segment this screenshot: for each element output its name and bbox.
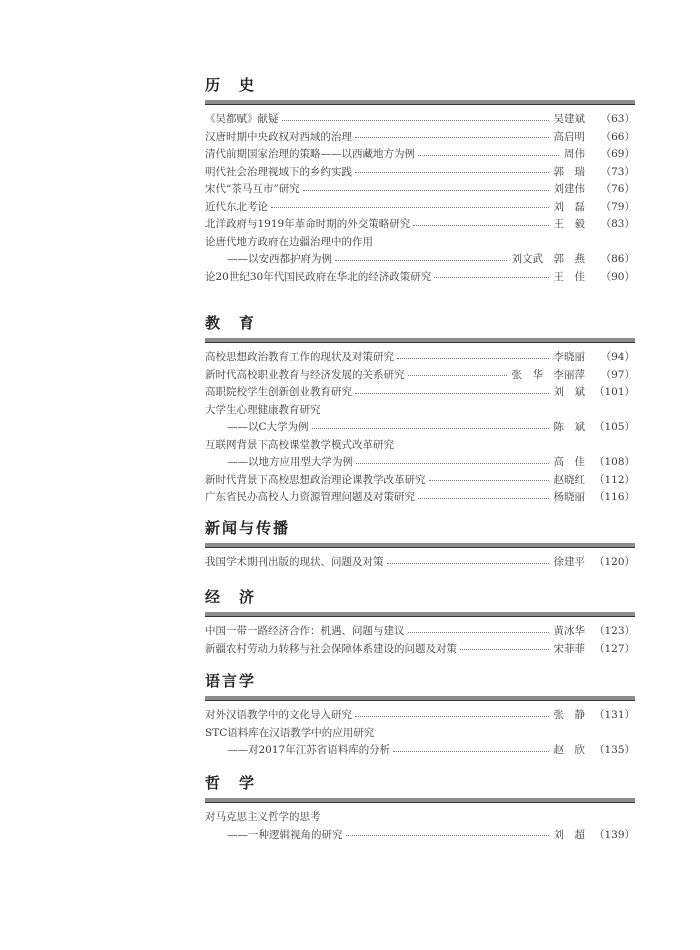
toc-subtitle-line: [205, 251, 635, 269]
section-journalism: [205, 517, 635, 572]
entry-page-number: （94）: [600, 351, 635, 363]
entry-title: 新疆农村劳动力转移与社会保障体系建设的问题及对策: [205, 642, 457, 655]
entry-page-number: （139）: [593, 828, 635, 841]
entry-page-number: （69）: [600, 148, 635, 160]
entry-author: 吴建斌: [553, 113, 585, 125]
dot-leader: [355, 715, 549, 717]
dot-leader: [312, 427, 549, 429]
entry-page-number: （90）: [600, 270, 635, 283]
entry-page-number: （131）: [593, 709, 635, 721]
dot-leader: [397, 357, 549, 359]
entry-subtitle: ——以C大学为例: [227, 421, 309, 433]
toc-entry: [205, 472, 635, 490]
toc-entry: [205, 269, 635, 287]
entry-title: 北洋政府与1919年革命时期的外交策略研究: [205, 218, 411, 230]
entry-title: STC语料库在汉语教学中的应用研究: [205, 726, 375, 739]
entry-title: 论20世纪30年代国民政府在华北的经济政策研究: [205, 270, 432, 283]
entry-title: 汉唐时期中央政权对西域的治理: [205, 130, 352, 143]
entry-title: 清代前期国家治理的策略——以西藏地方为例: [205, 148, 415, 160]
entry-title: 高校思想政治教育工作的现状及对策研究: [205, 351, 394, 363]
entry-subtitle: ——一种逻辑视角的研究: [227, 828, 343, 841]
entry-author: 陈 斌: [553, 421, 585, 433]
entry-author: 周伟: [564, 148, 585, 160]
entry-author: 高启明: [553, 130, 585, 143]
entry-author: 刘文武 郭 燕: [511, 253, 585, 265]
toc-entry: [205, 164, 635, 182]
heading-rule-black: [205, 802, 635, 803]
dot-leader: [387, 562, 549, 564]
entry-title: 我国学术期刊出版的现状、问题及对策: [205, 556, 384, 568]
toc-entry: [205, 234, 635, 252]
entry-page-number: （116）: [593, 491, 635, 503]
toc-entry: [205, 554, 635, 572]
entry-title: 中国一带一路经济合作：机遇、问题与建议: [205, 625, 405, 637]
entry-page-number: （127）: [593, 642, 635, 655]
entry-subtitle: ——对2017年江苏省语料库的分析: [227, 744, 391, 756]
toc-entry: [205, 216, 635, 234]
entry-author: 李晓丽: [553, 351, 585, 363]
entry-page-number: （79）: [600, 200, 635, 213]
entry-title: 对马克思主义哲学的思考: [205, 811, 321, 823]
entry-author: 王 佳: [553, 270, 585, 283]
dot-leader: [303, 189, 549, 191]
entry-page-number: （120）: [593, 556, 635, 568]
heading-rule-black: [205, 342, 635, 343]
entry-page-number: （83）: [600, 218, 635, 230]
heading-rule-black: [205, 547, 635, 548]
entry-title: 论唐代地方政府在边疆治理中的作用: [205, 235, 373, 248]
toc-entry: [205, 146, 635, 164]
section-education: [205, 312, 635, 507]
dot-leader: [460, 648, 549, 650]
entry-author: 高 佳: [553, 456, 585, 468]
entry-title: 广东省民办高校人力资源管理问题及对策研究: [205, 491, 415, 503]
toc-entry: [205, 384, 635, 402]
heading-rule-black: [205, 700, 635, 701]
heading-rule-black: [205, 104, 635, 105]
toc-entry: [205, 707, 635, 725]
entry-page-number: （86）: [600, 253, 635, 265]
toc-entry: [205, 809, 635, 827]
section-philosophy: [205, 772, 635, 844]
section-heading: 新闻与传播: [205, 519, 291, 537]
entry-page-number: （135）: [593, 744, 635, 756]
section-economics: [205, 586, 635, 658]
toc-subtitle-line: [205, 827, 635, 845]
entry-author: 刘 磊: [553, 200, 585, 213]
dot-leader: [355, 136, 549, 138]
dot-leader: [393, 750, 548, 752]
entry-author: 刘 超: [553, 828, 585, 841]
entry-page-number: （73）: [600, 165, 635, 178]
entry-author: 郭 瑞: [553, 165, 585, 178]
toc-list: [205, 111, 635, 286]
dot-leader: [408, 631, 549, 633]
toc-list: [205, 707, 635, 760]
toc-entry: [205, 489, 635, 507]
entry-author: 赵晓红: [553, 473, 585, 486]
toc-entry: [205, 402, 635, 420]
dot-leader: [356, 462, 549, 464]
entry-page-number: （66）: [600, 130, 635, 143]
entry-title: 《吴都赋》献疑: [205, 113, 279, 125]
toc-entry: [205, 129, 635, 147]
toc-subtitle-line: [205, 742, 635, 760]
toc-subtitle-line: [205, 419, 635, 437]
dot-leader: [429, 479, 549, 481]
section-heading: 哲 学: [205, 774, 257, 792]
entry-subtitle: ——以安西都护府为例: [227, 253, 332, 265]
dot-leader: [355, 392, 549, 394]
toc-entry: [205, 199, 635, 217]
toc-entry: [205, 623, 635, 641]
toc-list: [205, 554, 635, 572]
section-heading: 教 育: [205, 314, 257, 332]
section-heading: 经 济: [205, 588, 257, 606]
entry-subtitle: ——以地方应用型大学为例: [227, 456, 353, 468]
toc-entry: [205, 111, 635, 129]
entry-page-number: （97）: [600, 368, 635, 381]
toc-entry: [205, 437, 635, 455]
toc-entry: [205, 367, 635, 385]
toc-list: [205, 623, 635, 658]
dot-leader: [355, 171, 549, 173]
dot-leader: [282, 119, 549, 121]
dot-leader: [434, 276, 548, 278]
entry-page-number: （108）: [593, 456, 635, 468]
entry-title: 新时代背景下高校思想政治理论课教学改革研究: [205, 473, 426, 486]
toc-list: [205, 349, 635, 507]
entry-author: 徐建平: [553, 556, 585, 568]
dot-leader: [346, 834, 549, 836]
entry-title: 明代社会治理视域下的乡约实践: [205, 165, 352, 178]
entry-author: 王 毅: [553, 218, 585, 230]
section-heading: 语言学: [205, 672, 257, 690]
entry-page-number: （76）: [600, 183, 635, 195]
toc-entry: [205, 641, 635, 659]
entry-title: 高职院校学生创新创业教育研究: [205, 386, 352, 398]
toc-entry: [205, 349, 635, 367]
dot-leader: [408, 374, 507, 376]
dot-leader: [418, 497, 549, 499]
entry-author: 张 华 李丽萍: [511, 368, 585, 381]
entry-author: 刘 斌: [553, 386, 585, 398]
entry-title: 对外汉语教学中的文化导入研究: [205, 709, 352, 721]
section-linguistics: [205, 670, 635, 760]
dot-leader: [335, 259, 507, 261]
entry-page-number: （63）: [600, 113, 635, 125]
dot-leader: [418, 154, 559, 156]
entry-author: 刘建伟: [553, 183, 585, 195]
entry-title: 互联网背景下高校课堂教学模式改革研究: [205, 438, 394, 451]
toc-subtitle-line: [205, 454, 635, 472]
toc-entry: [205, 725, 635, 743]
entry-author: 黄冰华: [553, 625, 585, 637]
section-history: [205, 74, 635, 286]
dot-leader: [271, 206, 549, 208]
entry-page-number: （105）: [593, 421, 635, 433]
entry-title: 宋代“茶马互市”研究: [205, 183, 300, 195]
entry-author: 张 静: [553, 709, 585, 721]
entry-title: 大学生心理健康教育研究: [205, 403, 321, 416]
toc-list: [205, 809, 635, 844]
heading-rule-black: [205, 616, 635, 617]
dot-leader: [413, 224, 548, 226]
entry-page-number: （112）: [593, 473, 635, 486]
entry-author: 杨晓丽: [553, 491, 585, 503]
entry-title: 新时代高校职业教育与经济发展的关系研究: [205, 368, 405, 381]
toc-entry: [205, 181, 635, 199]
entry-author: 赵 欣: [553, 744, 585, 756]
entry-author: 宋菲菲: [553, 642, 585, 655]
entry-title: 近代东北考论: [205, 200, 268, 213]
section-heading: 历 史: [205, 76, 257, 94]
entry-page-number: （123）: [593, 625, 635, 637]
entry-page-number: （101）: [593, 386, 635, 398]
